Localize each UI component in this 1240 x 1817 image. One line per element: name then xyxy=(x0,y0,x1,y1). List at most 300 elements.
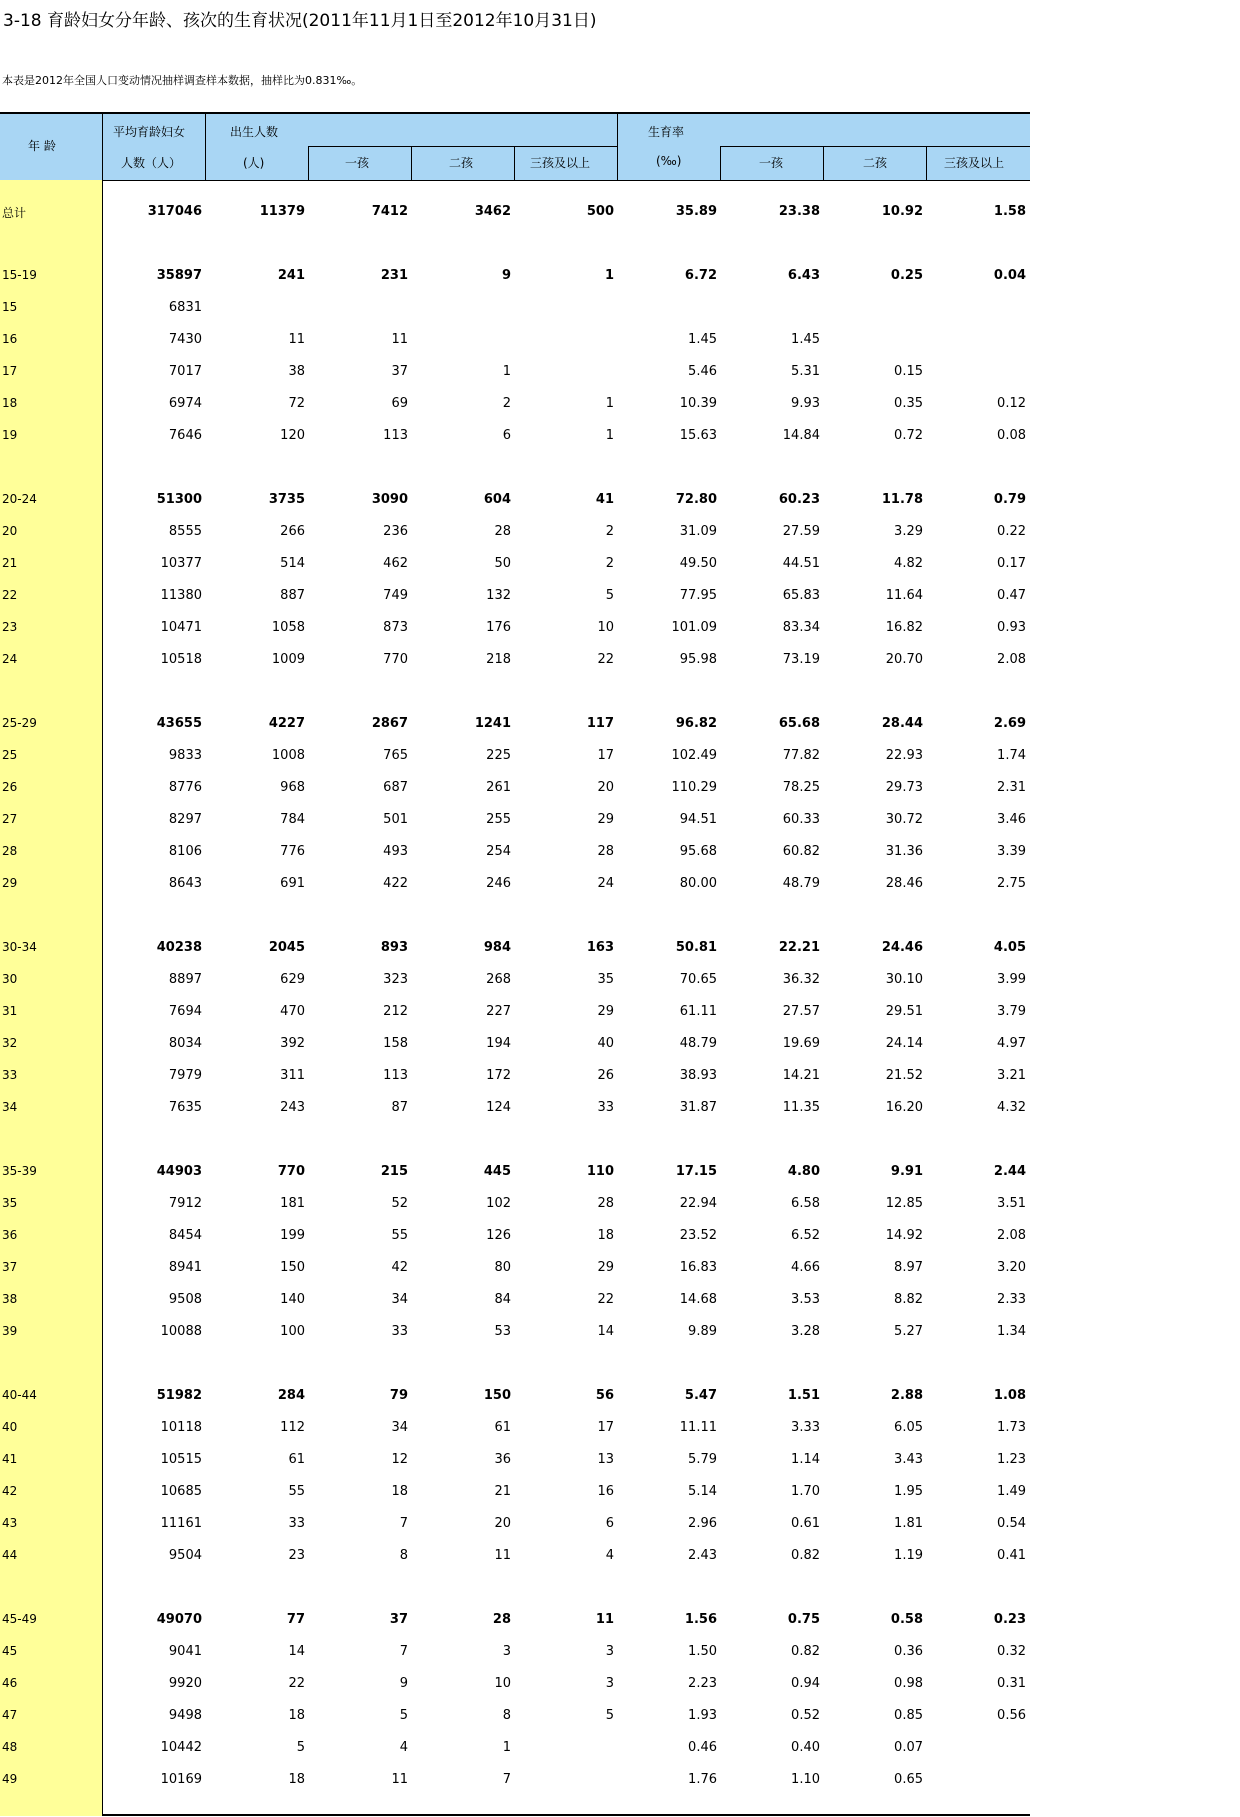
cell-women: 8776 xyxy=(168,780,202,795)
cell-second: 9 xyxy=(501,268,511,283)
cell-rate-first: 14.84 xyxy=(782,428,820,443)
cell-births: 784 xyxy=(280,812,305,827)
cell-rate: 70.65 xyxy=(679,972,717,987)
cell-rate-second: 28.46 xyxy=(885,876,923,891)
cell-third: 35 xyxy=(597,972,614,987)
cell-births: 3735 xyxy=(268,492,305,507)
row-age-label: 35-39 xyxy=(2,1164,37,1178)
header-births-unit: (人) xyxy=(243,156,265,170)
cell-rate-third: 1.74 xyxy=(997,748,1026,763)
cell-rate-second: 1.19 xyxy=(894,1548,923,1563)
cell-rate: 95.68 xyxy=(679,844,717,859)
row-age-label: 44 xyxy=(2,1548,18,1562)
cell-rate-third: 0.04 xyxy=(993,268,1026,283)
cell-rate: 17.15 xyxy=(675,1164,717,1179)
cell-first: 34 xyxy=(391,1420,408,1435)
cell-rate-third: 4.32 xyxy=(997,1100,1026,1115)
cell-third: 6 xyxy=(605,1516,614,1531)
cell-rate-third: 0.93 xyxy=(997,620,1026,635)
table-row xyxy=(0,580,1030,612)
row-age-label: 34 xyxy=(2,1100,18,1114)
cell-women: 8897 xyxy=(168,972,202,987)
cell-rate-first: 6.43 xyxy=(787,268,820,283)
cell-first: 37 xyxy=(391,364,408,379)
cell-rate: 1.50 xyxy=(688,1644,717,1659)
cell-rate-first: 4.80 xyxy=(787,1164,820,1179)
cell-rate-third: 0.54 xyxy=(997,1516,1026,1531)
header-rate: 生育率 xyxy=(648,125,685,139)
cell-rate-third: 3.20 xyxy=(997,1260,1026,1275)
cell-rate-third: 0.17 xyxy=(997,556,1026,571)
cell-rate-first: 1.10 xyxy=(791,1772,820,1787)
cell-rate-third: 2.31 xyxy=(997,780,1026,795)
cell-first: 236 xyxy=(383,524,408,539)
row-age-label: 25-29 xyxy=(2,716,37,730)
header-rate-second: 二孩 xyxy=(863,156,888,170)
cell-rate-first: 9.93 xyxy=(791,396,820,411)
cell-second: 7 xyxy=(502,1772,511,1787)
cell-rate-second: 0.25 xyxy=(890,268,923,283)
header-first: 一孩 xyxy=(345,156,370,170)
cell-women: 40238 xyxy=(156,940,202,955)
cell-rate: 110.29 xyxy=(671,780,717,795)
cell-first: 7 xyxy=(399,1644,408,1659)
cell-rate-second: 24.14 xyxy=(885,1036,923,1051)
cell-first: 18 xyxy=(391,1484,408,1499)
cell-rate-second: 16.82 xyxy=(885,620,923,635)
cell-rate-third: 3.21 xyxy=(997,1068,1026,1083)
table-row xyxy=(0,1700,1030,1732)
cell-rate-second: 30.72 xyxy=(885,812,923,827)
cell-second: 1 xyxy=(502,364,511,379)
table-row xyxy=(0,1764,1030,1796)
cell-third: 110 xyxy=(586,1164,614,1179)
cell-rate-second: 8.82 xyxy=(894,1292,923,1307)
cell-first: 79 xyxy=(389,1388,408,1403)
cell-first: 55 xyxy=(391,1228,408,1243)
cell-first: 2867 xyxy=(371,716,408,731)
cell-first: 493 xyxy=(383,844,408,859)
cell-rate-second: 0.65 xyxy=(894,1772,923,1787)
cell-second: 218 xyxy=(486,652,511,667)
cell-rate-first: 0.52 xyxy=(791,1708,820,1723)
cell-third: 2 xyxy=(605,524,614,539)
cell-third: 1 xyxy=(604,268,614,283)
table-row xyxy=(0,1188,1030,1220)
cell-rate-third: 2.33 xyxy=(997,1292,1026,1307)
cell-births: 55 xyxy=(288,1484,305,1499)
cell-rate: 49.50 xyxy=(679,556,717,571)
cell-rate-third: 1.58 xyxy=(993,204,1026,219)
cell-women: 10377 xyxy=(160,556,202,571)
cell-first: 113 xyxy=(383,428,408,443)
row-age-label: 36 xyxy=(2,1228,18,1242)
cell-rate-second: 11.64 xyxy=(885,588,923,603)
cell-rate-third: 3.51 xyxy=(997,1196,1026,1211)
header-rate-first: 一孩 xyxy=(759,156,784,170)
cell-rate: 9.89 xyxy=(688,1324,717,1339)
cell-second: 84 xyxy=(494,1292,511,1307)
table-subtotal-row xyxy=(0,1604,1030,1636)
cell-births: 241 xyxy=(277,268,305,283)
row-age-label: 41 xyxy=(2,1452,18,1466)
cell-rate-third: 4.97 xyxy=(997,1036,1026,1051)
cell-third: 40 xyxy=(597,1036,614,1051)
cell-rate: 1.56 xyxy=(684,1612,717,1627)
cell-women: 9041 xyxy=(168,1644,202,1659)
cell-rate-second: 0.58 xyxy=(890,1612,923,1627)
cell-rate: 14.68 xyxy=(679,1292,717,1307)
cell-rate-second: 0.98 xyxy=(894,1676,923,1691)
cell-rate: 80.00 xyxy=(679,876,717,891)
cell-rate-first: 22.21 xyxy=(778,940,820,955)
cell-first: 215 xyxy=(380,1164,408,1179)
cell-rate: 6.72 xyxy=(684,268,717,283)
cell-third: 28 xyxy=(597,844,614,859)
cell-births: 77 xyxy=(286,1612,305,1627)
cell-second: 28 xyxy=(494,524,511,539)
cell-rate-second: 5.27 xyxy=(894,1324,923,1339)
cell-women: 10442 xyxy=(160,1740,202,1755)
cell-rate-first: 1.51 xyxy=(787,1388,820,1403)
cell-third: 24 xyxy=(597,876,614,891)
cell-rate: 95.98 xyxy=(679,652,717,667)
cell-births: 887 xyxy=(280,588,305,603)
table-row xyxy=(0,420,1030,452)
row-age-label: 40-44 xyxy=(2,1388,37,1402)
cell-third: 56 xyxy=(595,1388,614,1403)
cell-third: 3 xyxy=(605,1644,614,1659)
cell-women: 10471 xyxy=(160,620,202,635)
cell-first: 34 xyxy=(391,1292,408,1307)
header-women-line2: 人数（人） xyxy=(121,156,182,170)
row-age-label: 16 xyxy=(2,332,18,346)
cell-first: 52 xyxy=(391,1196,408,1211)
cell-rate-second: 0.85 xyxy=(894,1708,923,1723)
cell-first: 4 xyxy=(399,1740,408,1755)
table-bottom-border xyxy=(102,1814,1030,1816)
cell-rate-first: 60.33 xyxy=(782,812,820,827)
cell-rate-third: 0.56 xyxy=(997,1708,1026,1723)
cell-second: 172 xyxy=(486,1068,511,1083)
cell-second: 20 xyxy=(494,1516,511,1531)
cell-second: 255 xyxy=(486,812,511,827)
cell-second: 102 xyxy=(486,1196,511,1211)
cell-rate-second: 3.43 xyxy=(894,1452,923,1467)
header-births: 出生人数 xyxy=(230,125,279,139)
cell-second: 261 xyxy=(486,780,511,795)
cell-second: 10 xyxy=(494,1676,511,1691)
cell-rate-second: 16.20 xyxy=(885,1100,923,1115)
cell-third: 117 xyxy=(586,716,614,731)
cell-second: 50 xyxy=(494,556,511,571)
cell-rate-first: 0.82 xyxy=(791,1548,820,1563)
cell-rate-first: 27.57 xyxy=(782,1004,820,1019)
cell-rate: 35.89 xyxy=(675,204,717,219)
row-age-label: 45-49 xyxy=(2,1612,37,1626)
cell-births: 140 xyxy=(280,1292,305,1307)
cell-first: 212 xyxy=(383,1004,408,1019)
cell-rate: 2.43 xyxy=(688,1548,717,1563)
cell-third: 13 xyxy=(597,1452,614,1467)
cell-rate-first: 27.59 xyxy=(782,524,820,539)
cell-second: 36 xyxy=(494,1452,511,1467)
cell-first: 687 xyxy=(383,780,408,795)
row-age-label: 47 xyxy=(2,1708,18,1722)
table-row xyxy=(0,996,1030,1028)
row-age-label: 20-24 xyxy=(2,492,37,506)
row-age-label: 22 xyxy=(2,588,18,602)
cell-rate: 2.23 xyxy=(688,1676,717,1691)
cell-rate-third: 0.31 xyxy=(997,1676,1026,1691)
cell-rate-second: 11.78 xyxy=(881,492,923,507)
cell-first: 11 xyxy=(391,332,408,347)
cell-births: 33 xyxy=(288,1516,305,1531)
cell-births: 181 xyxy=(280,1196,305,1211)
cell-rate-second: 21.52 xyxy=(885,1068,923,1083)
cell-first: 7412 xyxy=(371,204,408,219)
cell-births: 100 xyxy=(280,1324,305,1339)
cell-first: 33 xyxy=(391,1324,408,1339)
cell-births: 691 xyxy=(280,876,305,891)
cell-rate: 96.82 xyxy=(675,716,717,731)
cell-third: 2 xyxy=(605,556,614,571)
cell-births: 150 xyxy=(280,1260,305,1275)
table-row xyxy=(0,1060,1030,1092)
cell-second: 28 xyxy=(492,1612,511,1627)
cell-rate: 31.09 xyxy=(679,524,717,539)
table-row xyxy=(0,804,1030,836)
cell-rate-second: 1.81 xyxy=(894,1516,923,1531)
cell-rate-second: 14.92 xyxy=(885,1228,923,1243)
cell-births: 1009 xyxy=(271,652,305,667)
cell-women: 49070 xyxy=(156,1612,202,1627)
cell-births: 112 xyxy=(280,1420,305,1435)
cell-rate-second: 24.46 xyxy=(881,940,923,955)
cell-third: 18 xyxy=(597,1228,614,1243)
cell-rate-second: 2.88 xyxy=(890,1388,923,1403)
cell-rate: 102.49 xyxy=(671,748,717,763)
cell-rate-first: 1.45 xyxy=(791,332,820,347)
cell-second: 126 xyxy=(486,1228,511,1243)
cell-second: 11 xyxy=(494,1548,511,1563)
cell-second: 176 xyxy=(486,620,511,635)
cell-first: 770 xyxy=(383,652,408,667)
row-age-label: 30 xyxy=(2,972,18,986)
cell-rate: 72.80 xyxy=(675,492,717,507)
cell-rate-third: 2.44 xyxy=(993,1164,1026,1179)
cell-births: 514 xyxy=(280,556,305,571)
cell-third: 22 xyxy=(597,652,614,667)
cell-births: 1008 xyxy=(271,748,305,763)
cell-third: 20 xyxy=(597,780,614,795)
table-subtotal-row xyxy=(0,708,1030,740)
cell-third: 17 xyxy=(597,1420,614,1435)
cell-births: 2045 xyxy=(268,940,305,955)
cell-women: 7694 xyxy=(168,1004,202,1019)
cell-rate-first: 3.33 xyxy=(791,1420,820,1435)
cell-rate-first: 11.35 xyxy=(782,1100,820,1115)
cell-second: 3 xyxy=(502,1644,511,1659)
cell-first: 87 xyxy=(391,1100,408,1115)
cell-rate: 22.94 xyxy=(679,1196,717,1211)
cell-rate: 48.79 xyxy=(679,1036,717,1051)
cell-second: 132 xyxy=(486,588,511,603)
row-age-label: 27 xyxy=(2,812,18,826)
cell-births: 18 xyxy=(288,1772,305,1787)
cell-women: 7635 xyxy=(168,1100,202,1115)
table-row xyxy=(0,1028,1030,1060)
cell-rate: 5.79 xyxy=(688,1452,717,1467)
row-age-label: 20 xyxy=(2,524,18,538)
cell-rate: 1.45 xyxy=(688,332,717,347)
table-row xyxy=(0,1252,1030,1284)
row-age-label: 45 xyxy=(2,1644,18,1658)
cell-rate: 38.93 xyxy=(679,1068,717,1083)
table-row xyxy=(0,836,1030,868)
table-row xyxy=(0,868,1030,900)
cell-women: 44903 xyxy=(156,1164,202,1179)
cell-third: 10 xyxy=(597,620,614,635)
cell-rate-third: 1.49 xyxy=(997,1484,1026,1499)
cell-third: 22 xyxy=(597,1292,614,1307)
row-age-label: 18 xyxy=(2,396,18,410)
cell-rate-third: 0.32 xyxy=(997,1644,1026,1659)
cell-births: 243 xyxy=(280,1100,305,1115)
table-row xyxy=(0,1444,1030,1476)
cell-rate-third: 0.08 xyxy=(997,428,1026,443)
cell-second: 254 xyxy=(486,844,511,859)
cell-rate: 31.87 xyxy=(679,1100,717,1115)
cell-rate-first: 0.94 xyxy=(791,1676,820,1691)
cell-first: 11 xyxy=(391,1772,408,1787)
cell-second: 246 xyxy=(486,876,511,891)
cell-first: 9 xyxy=(399,1676,408,1691)
cell-third: 41 xyxy=(595,492,614,507)
cell-second: 21 xyxy=(494,1484,511,1499)
row-age-label: 29 xyxy=(2,876,18,890)
row-age-label: 总计 xyxy=(2,206,27,220)
cell-first: 749 xyxy=(383,588,408,603)
cell-births: 120 xyxy=(280,428,305,443)
cell-rate-first: 83.34 xyxy=(782,620,820,635)
cell-first: 462 xyxy=(383,556,408,571)
cell-first: 873 xyxy=(383,620,408,635)
cell-third: 17 xyxy=(597,748,614,763)
cell-rate-second: 0.72 xyxy=(894,428,923,443)
row-age-label: 40 xyxy=(2,1420,18,1434)
cell-first: 37 xyxy=(389,1612,408,1627)
cell-rate-first: 19.69 xyxy=(782,1036,820,1051)
cell-births: 470 xyxy=(280,1004,305,1019)
cell-first: 323 xyxy=(383,972,408,987)
cell-women: 6831 xyxy=(168,300,202,315)
cell-rate-third: 1.34 xyxy=(997,1324,1026,1339)
table-subtotal-row xyxy=(0,260,1030,292)
cell-second: 194 xyxy=(486,1036,511,1051)
cell-first: 8 xyxy=(399,1548,408,1563)
cell-third: 4 xyxy=(605,1548,614,1563)
cell-women: 9920 xyxy=(168,1676,202,1691)
cell-women: 9498 xyxy=(168,1708,202,1723)
cell-births: 629 xyxy=(280,972,305,987)
table-row xyxy=(0,1636,1030,1668)
cell-second: 124 xyxy=(486,1100,511,1115)
header-third: 三孩及以上 xyxy=(530,156,591,170)
cell-rate-first: 6.52 xyxy=(791,1228,820,1243)
cell-women: 7017 xyxy=(168,364,202,379)
cell-rate-third: 2.75 xyxy=(997,876,1026,891)
cell-rate-first: 65.83 xyxy=(782,588,820,603)
cell-second: 984 xyxy=(483,940,511,955)
cell-women: 11380 xyxy=(160,588,202,603)
cell-births: 392 xyxy=(280,1036,305,1051)
cell-births: 266 xyxy=(280,524,305,539)
table-row xyxy=(0,612,1030,644)
cell-births: 284 xyxy=(277,1388,305,1403)
cell-rate-third: 1.73 xyxy=(997,1420,1026,1435)
cell-second: 150 xyxy=(483,1388,511,1403)
cell-rate-third: 2.08 xyxy=(997,652,1026,667)
row-age-label: 38 xyxy=(2,1292,18,1306)
cell-first: 893 xyxy=(380,940,408,955)
cell-second: 225 xyxy=(486,748,511,763)
cell-rate-second: 0.35 xyxy=(894,396,923,411)
cell-rate-second: 1.95 xyxy=(894,1484,923,1499)
row-age-label: 15-19 xyxy=(2,268,37,282)
cell-rate-first: 3.28 xyxy=(791,1324,820,1339)
cell-rate: 23.52 xyxy=(679,1228,717,1243)
cell-second: 8 xyxy=(502,1708,511,1723)
row-age-label: 31 xyxy=(2,1004,18,1018)
row-age-label: 32 xyxy=(2,1036,18,1050)
cell-women: 317046 xyxy=(147,204,202,219)
cell-rate-second: 0.36 xyxy=(894,1644,923,1659)
cell-second: 1 xyxy=(502,1740,511,1755)
cell-rate-second: 12.85 xyxy=(885,1196,923,1211)
cell-first: 42 xyxy=(391,1260,408,1275)
cell-births: 5 xyxy=(296,1740,305,1755)
cell-rate-second: 3.29 xyxy=(894,524,923,539)
cell-third: 28 xyxy=(597,1196,614,1211)
cell-rate: 10.39 xyxy=(679,396,717,411)
cell-rate-first: 0.61 xyxy=(791,1516,820,1531)
cell-births: 4227 xyxy=(268,716,305,731)
row-age-label: 19 xyxy=(2,428,18,442)
cell-first: 231 xyxy=(380,268,408,283)
cell-third: 5 xyxy=(605,1708,614,1723)
cell-births: 776 xyxy=(280,844,305,859)
table-row xyxy=(0,1220,1030,1252)
table-row xyxy=(0,292,1030,324)
cell-first: 5 xyxy=(399,1708,408,1723)
cell-rate: 5.47 xyxy=(684,1388,717,1403)
cell-rate-third: 3.39 xyxy=(997,844,1026,859)
cell-rate-third: 0.41 xyxy=(997,1548,1026,1563)
cell-women: 7430 xyxy=(168,332,202,347)
table-row xyxy=(0,740,1030,772)
cell-women: 8454 xyxy=(168,1228,202,1243)
row-age-label: 17 xyxy=(2,364,18,378)
cell-rate-first: 23.38 xyxy=(778,204,820,219)
cell-rate: 2.96 xyxy=(688,1516,717,1531)
row-age-label: 24 xyxy=(2,652,18,666)
cell-rate-second: 9.91 xyxy=(890,1164,923,1179)
cell-rate-first: 4.66 xyxy=(791,1260,820,1275)
row-age-label: 43 xyxy=(2,1516,18,1530)
cell-first: 501 xyxy=(383,812,408,827)
cell-rate: 50.81 xyxy=(675,940,717,955)
